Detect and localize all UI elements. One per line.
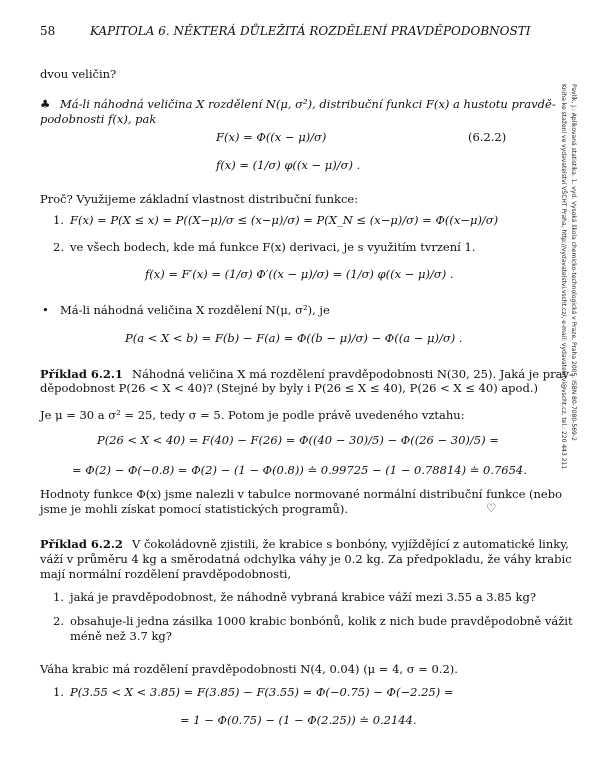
example-2-answer-1-equation-1: P(3.55 < X < 3.85) = F(3.85) − F(3.55) = Φ(−0.75) − Φ(−2.25) = — [70, 685, 454, 699]
example-2-line-1: V čokoládovně zjistili, že krabice s bonbóny, vyjíždějící z automatické linky, — [132, 537, 569, 551]
example-1-label: Příklad 6.2.1 — [40, 367, 123, 381]
example-1-equation-2: = Φ(2) − Φ(−0.8) = Φ(2) − (1 − Φ(0.8)) ≐ 0.99725 − (1 − 0.78814) ≐ 0.7654. — [72, 463, 527, 477]
example-1-equation-1: P(26 < X < 40) = F(40) − F(26) = Φ((40 − 30)/5) − Φ((26 − 30)/5) = — [97, 433, 499, 447]
example-2-line-2: váží v průměru 4 kg a směrodatná odchylka váhy je 0.2 kg. Za předpokladu, že váhy krabic — [40, 552, 572, 566]
example-2-question-2-line-2: méně než 3.7 kg? — [70, 629, 172, 643]
side-note-line-1: Pavlík, J.: Aplikovaná statistika. 1. vyd. Vysoká škola chemicko-technologická v Praze, Praha 2005. ISBN 80-7080-569-2 — [570, 84, 577, 441]
example-1-line-2: děpodobnost P(26 < X < 40)? (Stejné by byly i P(26 ≤ X ≤ 40), P(26 < X ≤ 40) apod.) — [40, 381, 538, 395]
example-2-label: Příklad 6.2.2 — [40, 537, 123, 551]
theorem-line-2: podobnosti f(x), pak — [40, 112, 157, 126]
example-2-answer-1-number: 1. — [53, 685, 64, 699]
example-2-distribution: Váha krabic má rozdělení pravděpodobnosti N(4, 0.04) (μ = 4, σ = 0.2). — [40, 662, 458, 676]
item-2-text: ve všech bodech, kde má funkce F(x) derivaci, je s využitím tvrzení 1. — [70, 240, 476, 254]
example-2-line-3: mají normální rozdělení pravděpodobnosti, — [40, 567, 292, 581]
example-2-question-1-number: 1. — [53, 590, 64, 604]
page-number: 58 — [40, 24, 56, 38]
side-note — [548, 84, 582, 604]
example-2-answer-1-equation-2: = 1 − Φ(0.75) − (1 − Φ(2.25)) ≐ 0.2144. — [180, 713, 417, 727]
equation-F: F(x) = Φ((x − μ)/σ) — [216, 130, 327, 144]
example-1-given: Je μ = 30 a σ² = 25, tedy σ = 5. Potom je podle právě uvedeného vztahu: — [40, 408, 465, 422]
bullet-text: Má-li náhodná veličina X rozdělení N(μ, σ²), je — [60, 303, 330, 317]
example-1-note-1: Hodnoty funkce Φ(x) jsme nalezli v tabulce normované normální distribuční funkce (nebo — [40, 487, 563, 501]
example-2-question-2-number: 2. — [53, 614, 64, 628]
theorem-line-1: Má-li náhodná veličina X rozdělení N(μ, σ²), distribuční funkci F(x) a hustotu pravdě- — [60, 97, 556, 111]
side-note-line-2: Kniha ke stažení ve vydavatelství VŠCHT Praha, http://vydavatelstvi.vscht.cz/, e-mail: vydavatelstvi@vscht.cz, tel.: 220 443 211 — [560, 84, 567, 470]
intro-tail: dvou veličin? — [40, 67, 117, 81]
equation-number: (6.2.2) — [468, 130, 507, 144]
why-paragraph: Proč? Využijeme základní vlastnost distribuční funkce: — [40, 192, 359, 206]
example-2-question-2-line-1: obsahuje-li jedna zásilka 1000 krabic bonbónů, kolik z nich bude pravděpodobně vážit — [70, 614, 573, 628]
item-2-number: 2. — [53, 240, 64, 254]
club-icon: ♣ — [40, 97, 51, 111]
equation-interval: P(a < X < b) = F(b) − F(a) = Φ((b − μ)/σ) − Φ((a − μ)/σ) . — [125, 331, 463, 345]
item-1-number: 1. — [53, 213, 64, 227]
item-1-equation: F(x) = P(X ≤ x) = P((X−μ)/σ ≤ (x−μ)/σ) = P(X_N ≤ (x−μ)/σ) = Φ((x−μ)/σ) — [70, 213, 499, 227]
heart-icon: ♡ — [486, 501, 497, 515]
equation-derivative: f(x) = F′(x) = (1/σ) Φ′((x − μ)/σ) = (1/σ) φ((x − μ)/σ) . — [145, 267, 454, 281]
equation-f: f(x) = (1/σ) φ((x − μ)/σ) . — [216, 158, 361, 172]
example-1-line-1: Náhodná veličina X má rozdělení pravděpodobnosti N(30, 25). Jaká je prav- — [132, 367, 573, 381]
running-title: KAPITOLA 6. NĚKTERÁ DŮLEŽITÁ ROZDĚLENÍ PRAVDĚPODOBNOSTI — [90, 24, 531, 38]
example-2-question-1: jaká je pravděpodobnost, že náhodně vybraná krabice váží mezi 3.55 a 3.85 kg? — [70, 590, 537, 604]
bullet-icon: • — [42, 303, 49, 317]
example-1-note-2: jsme je mohli získat pomocí statistických programů). — [40, 502, 348, 516]
